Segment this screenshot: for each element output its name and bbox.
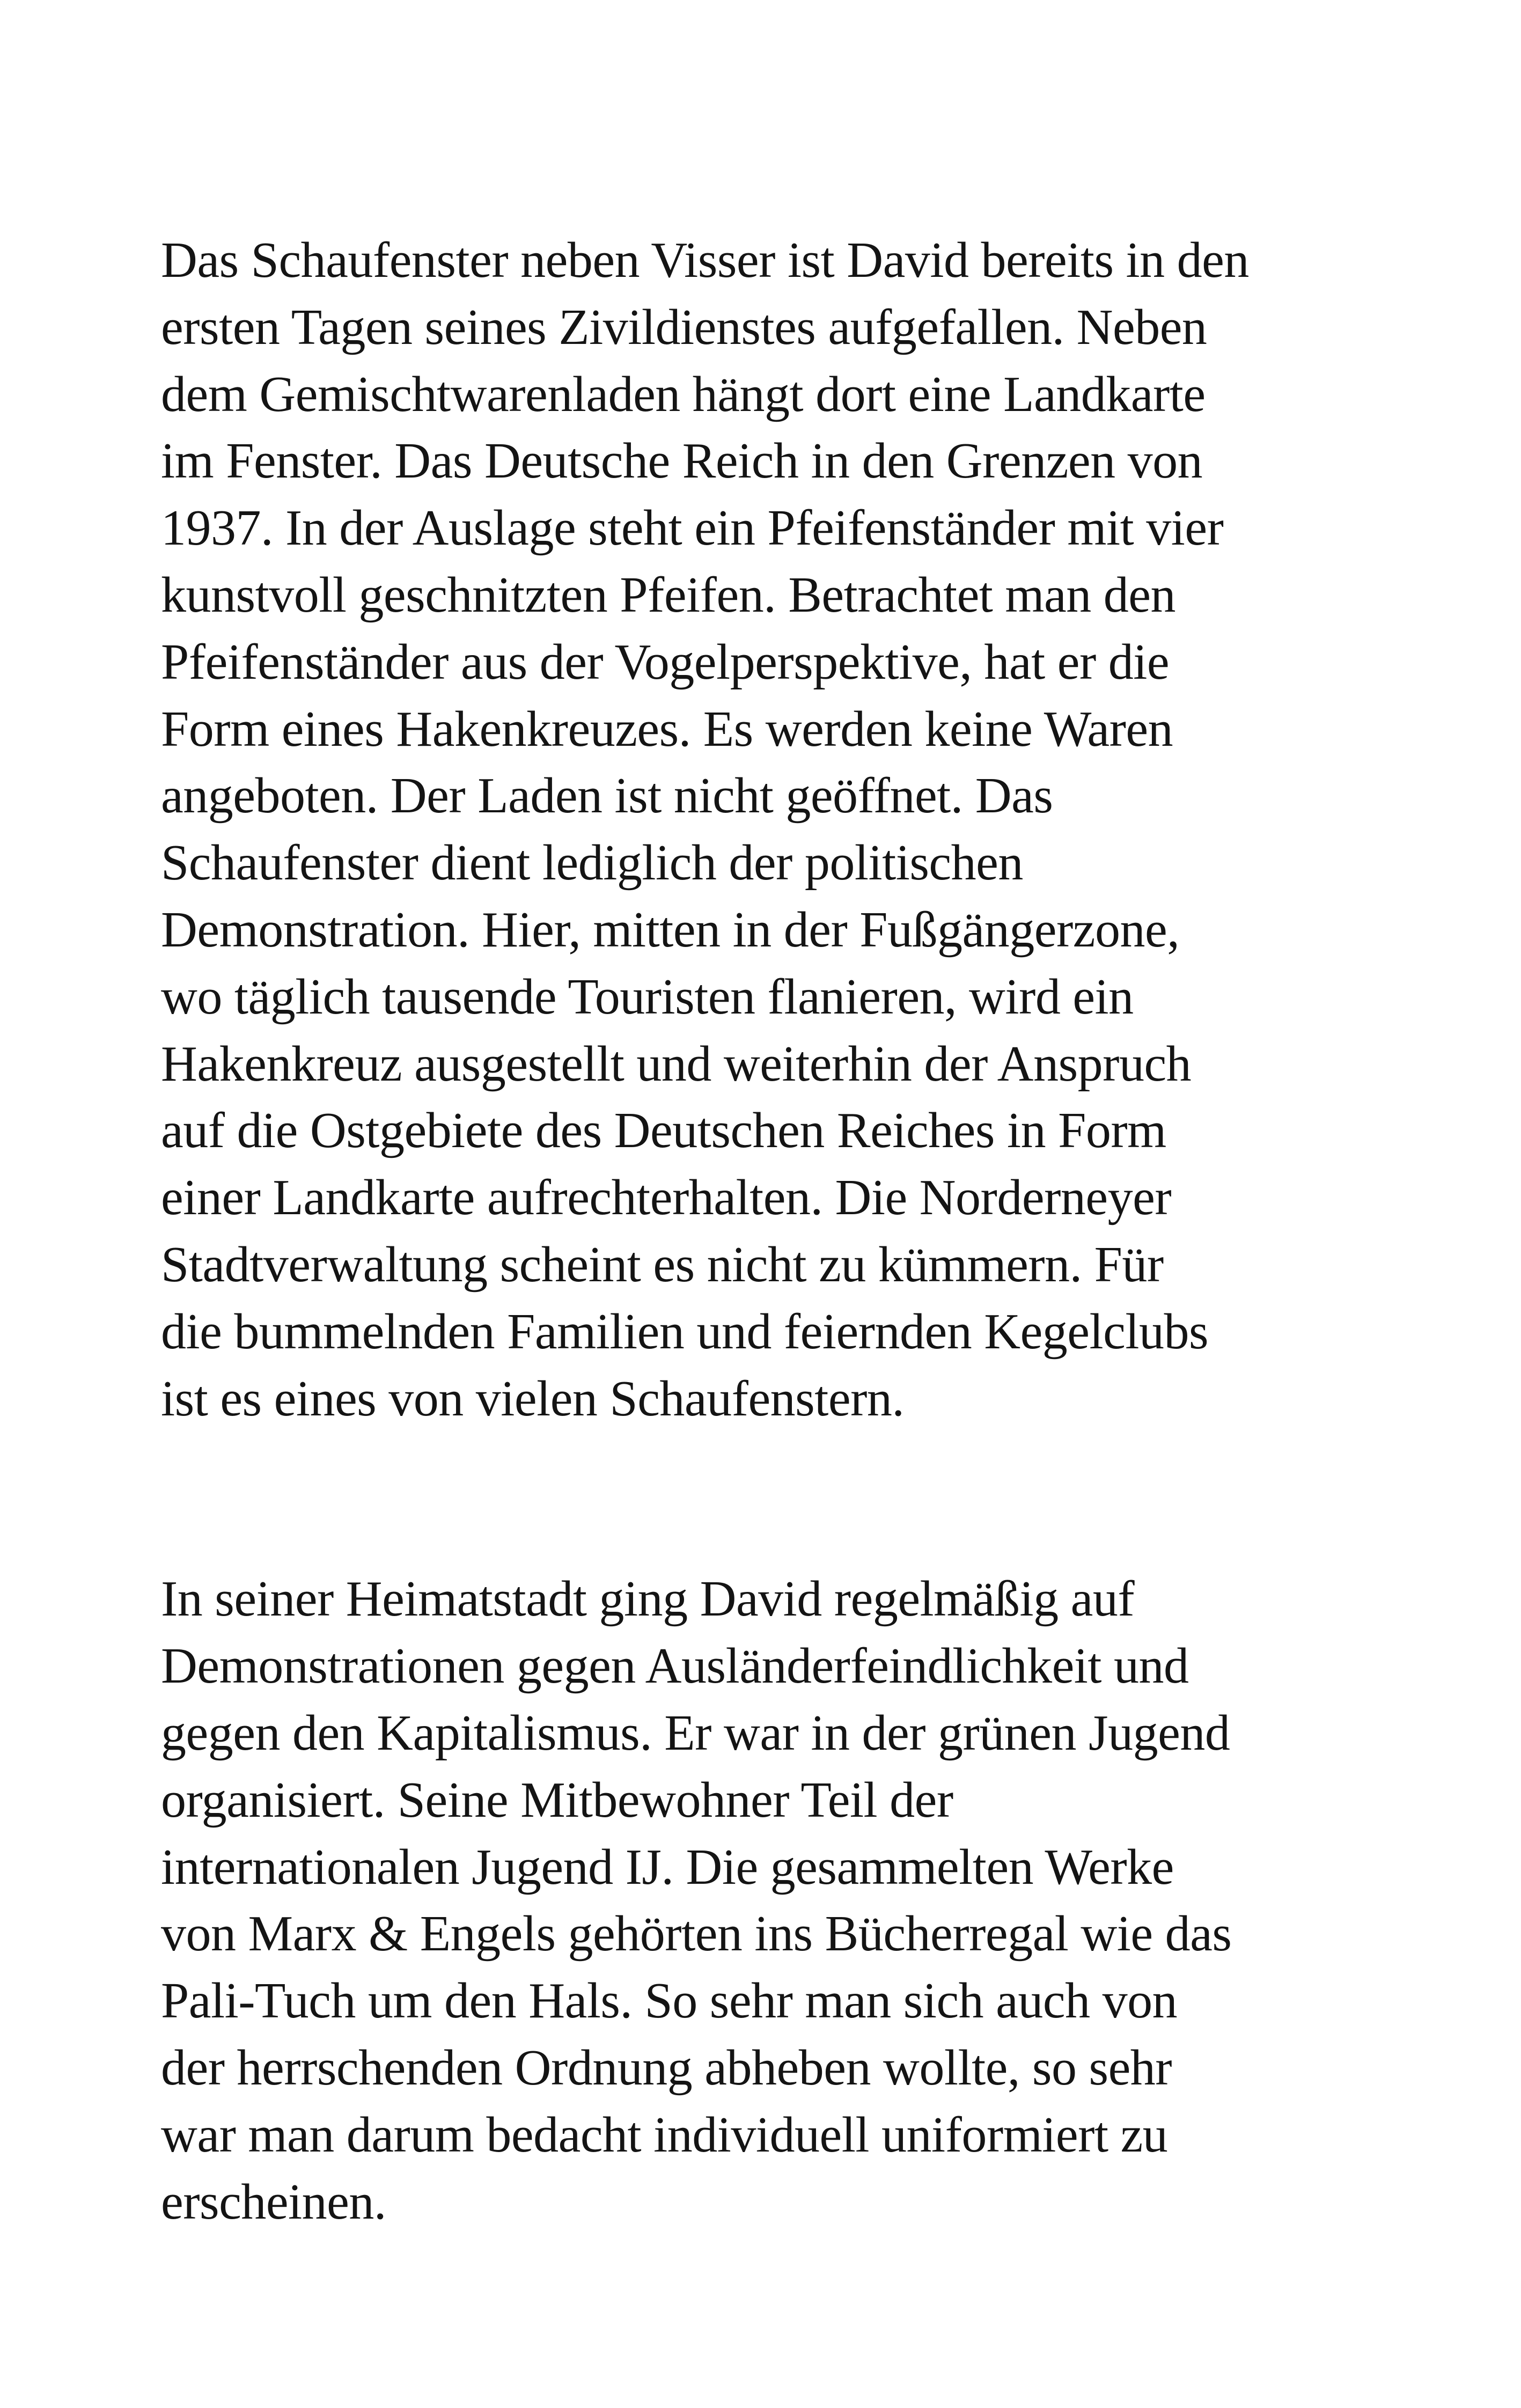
text-line: dem Gemischtwarenladen hängt dort eine Landkarte <box>161 366 1206 422</box>
text-line: internationalen Jugend IJ. Die gesammelten Werke <box>161 1839 1174 1895</box>
text-line: Stadtverwaltung scheint es nicht zu kümmern. Für <box>161 1236 1164 1293</box>
text-line: auf die Ostgebiete des Deutschen Reiches in Form <box>161 1103 1166 1159</box>
text-line: Pfeifenständer aus der Vogelperspektive, hat er die <box>161 634 1170 690</box>
text-line: Schaufenster dient lediglich der politischen <box>161 835 1023 891</box>
paragraph-spacer <box>161 1432 1395 1566</box>
text-line: Hakenkreuz ausgestellt und weiterhin der Anspruch <box>161 1036 1192 1092</box>
text-line: Demonstration. Hier, mitten in der Fußgängerzone, <box>161 901 1180 958</box>
text-line: In seiner Heimatstadt ging David regelmäßig auf <box>161 1571 1135 1627</box>
paragraph-2 <box>161 1566 1395 2235</box>
text-line: Das Schaufenster neben Visser ist David bereits in den <box>161 232 1249 288</box>
text-line: erscheinen. <box>161 2174 386 2230</box>
text-line: organisiert. Seine Mitbewohner Teil der <box>161 1772 953 1828</box>
text-line: Form eines Hakenkreuzes. Es werden keine Waren <box>161 701 1173 757</box>
paragraph-1 <box>161 227 1395 1432</box>
text-line: gegen den Kapitalismus. Er war in der grünen Jugend <box>161 1705 1230 1761</box>
text-line: ersten Tagen seines Zivildienstes aufgefallen. Neben <box>161 299 1207 355</box>
text-line: 1937. In der Auslage steht ein Pfeifenständer mit vier <box>161 500 1224 556</box>
text-line: angeboten. Der Laden ist nicht geöffnet. Das <box>161 768 1053 824</box>
text-line: von Marx & Engels gehörten ins Bücherregal wie das <box>161 1906 1232 1962</box>
document-page <box>161 227 1395 2235</box>
text-line: die bummelnden Familien und feiernden Kegelclubs <box>161 1303 1209 1360</box>
text-line: der herrschenden Ordnung abheben wollte, so sehr <box>161 2039 1172 2096</box>
text-line: ist es eines von vielen Schaufenstern. <box>161 1370 905 1427</box>
text-line: Demonstrationen gegen Ausländerfeindlichkeit und <box>161 1638 1189 1694</box>
text-line: einer Landkarte aufrechterhalten. Die Norderneyer <box>161 1170 1172 1226</box>
text-line: kunstvoll geschnitzten Pfeifen. Betrachtet man den <box>161 567 1175 623</box>
text-line: Pali-Tuch um den Hals. So sehr man sich auch von <box>161 1973 1178 2029</box>
text-line: war man darum bedacht individuell uniformiert zu <box>161 2106 1168 2163</box>
text-line: wo täglich tausende Touristen flanieren, wird ein <box>161 968 1134 1025</box>
text-line: im Fenster. Das Deutsche Reich in den Grenzen von <box>161 433 1203 489</box>
